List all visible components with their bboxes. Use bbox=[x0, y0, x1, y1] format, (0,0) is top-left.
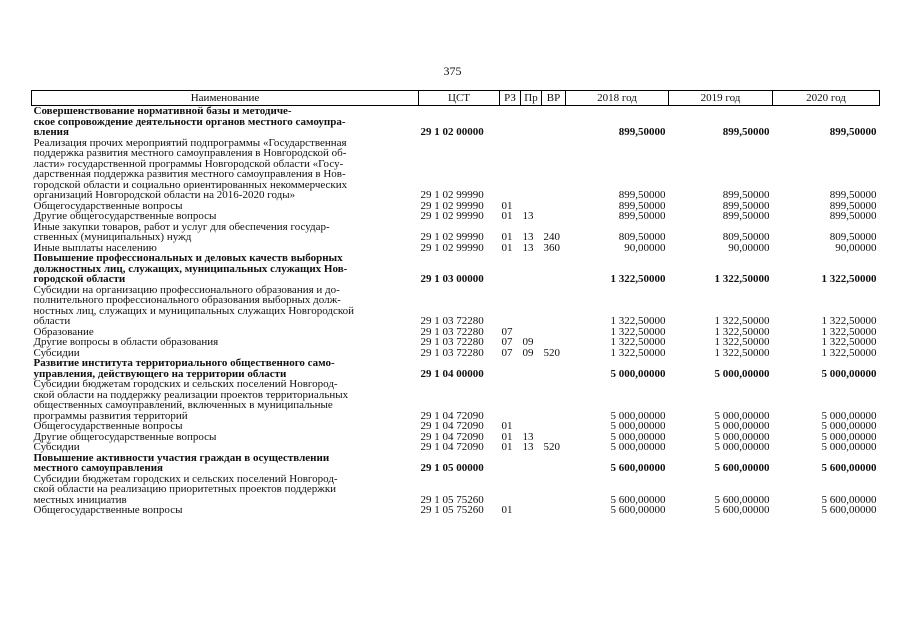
cell-2019: 5 000,00000 bbox=[714, 430, 770, 443]
cell-name-line: Иные выплаты населению bbox=[33, 241, 157, 254]
cell-cst: 29 1 03 72280 bbox=[420, 325, 484, 338]
cell-name-line: поддержка развития местного самоуправления в Новгородской об- bbox=[33, 147, 347, 159]
cell-2018: 5 600,00000 bbox=[610, 462, 666, 474]
cell-rz bbox=[500, 106, 521, 138]
cell-cst: 29 1 03 72280 bbox=[420, 315, 484, 327]
cell-2020: 809,50000 bbox=[829, 231, 877, 243]
table-row bbox=[32, 285, 880, 327]
cell-2020: 1 322,50000 bbox=[821, 336, 877, 348]
cell-rz: 01 bbox=[501, 231, 513, 243]
cell-name bbox=[32, 211, 419, 222]
cell-rz: 01 bbox=[501, 210, 513, 222]
cell-pr: 09 bbox=[522, 346, 534, 359]
cell-name bbox=[32, 379, 419, 421]
cell-rz: 01 bbox=[501, 441, 513, 453]
cell-name-line: Субсидии bbox=[33, 441, 80, 453]
header-cst: ЦСТ bbox=[419, 91, 500, 106]
cell-pr bbox=[521, 358, 542, 379]
cell-2019: 899,50000 bbox=[722, 199, 770, 212]
cell-vr: 520 bbox=[543, 441, 560, 453]
cell-name-line: Субсидии на организацию профессионального образования и до- bbox=[33, 283, 340, 296]
cell-vr: 360 bbox=[543, 241, 560, 254]
cell-2018: 5 000,00000 bbox=[610, 430, 666, 443]
cell-pr: 13 bbox=[522, 430, 534, 443]
table-row bbox=[32, 358, 880, 379]
cell-cst: 29 1 03 00000 bbox=[420, 273, 484, 285]
cell-name bbox=[32, 106, 419, 138]
cell-name-line: дарственная поддержка развития местного самоуправления в Нов- bbox=[33, 168, 346, 180]
cell-name-line: Общегосударственные вопросы bbox=[33, 420, 183, 432]
cell-name-line: Другие общегосударственные вопросы bbox=[33, 430, 217, 443]
cell-vr bbox=[542, 474, 566, 506]
cell-2020: 5 600,00000 bbox=[821, 462, 877, 474]
cell-rz bbox=[500, 253, 521, 285]
cell-pr bbox=[521, 138, 542, 201]
cell-cst: 29 1 03 72280 bbox=[420, 336, 484, 348]
cell-2019: 5 000,00000 bbox=[714, 420, 770, 432]
cell-2020: 1 322,50000 bbox=[821, 325, 877, 338]
cell-2019: 1 322,50000 bbox=[714, 325, 770, 338]
cell-pr bbox=[521, 453, 542, 474]
cell-vr bbox=[542, 201, 566, 212]
cell-rz: 07 bbox=[501, 346, 513, 359]
cell-2018: 5 600,00000 bbox=[610, 493, 666, 506]
cell-name bbox=[32, 337, 419, 348]
cell-2019: 5 000,00000 bbox=[714, 441, 770, 453]
cell-vr: 240 bbox=[543, 231, 560, 243]
table-row bbox=[32, 337, 880, 348]
cell-2019: 1 322,50000 bbox=[714, 273, 770, 285]
cell-vr bbox=[542, 358, 566, 379]
cell-cst: 29 1 03 72280 bbox=[420, 346, 484, 359]
cell-name-line: Субсидии бюджетам городских и сельских поселений Новгород- bbox=[33, 378, 338, 390]
cell-name-line: области bbox=[33, 315, 71, 327]
table-row bbox=[32, 474, 880, 506]
cell-2020: 5 600,00000 bbox=[821, 504, 877, 516]
cell-name bbox=[32, 222, 419, 243]
cell-name-line: Субсидии бюджетам городских и сельских поселений Новгород- bbox=[33, 472, 338, 485]
table-row bbox=[32, 222, 880, 243]
cell-2019: 5 600,00000 bbox=[714, 493, 770, 506]
cell-vr bbox=[542, 253, 566, 285]
cell-2018: 1 322,50000 bbox=[610, 273, 666, 285]
cell-2018: 90,00000 bbox=[624, 241, 666, 254]
cell-name-line: ской области на поддержку реализации проектов территориальных bbox=[33, 388, 349, 401]
cell-name-line: ностных лиц, служащих и муниципальных служащих Новгородской bbox=[33, 304, 355, 317]
cell-2020: 5 000,00000 bbox=[821, 420, 877, 432]
header-vr: ВР bbox=[542, 91, 566, 106]
cell-rz bbox=[500, 285, 521, 327]
cell-name-line: Другие вопросы в области образования bbox=[33, 336, 219, 348]
table-row bbox=[32, 106, 880, 138]
cell-2019: 90,00000 bbox=[728, 241, 770, 254]
cell-2018: 899,50000 bbox=[618, 126, 666, 138]
cell-name bbox=[32, 442, 419, 453]
cell-vr bbox=[542, 379, 566, 421]
cell-vr bbox=[542, 337, 566, 348]
cell-name-line: организаций Новгородской области на 2016-2020 годы» bbox=[33, 189, 296, 201]
cell-name-line: местных инициатив bbox=[33, 493, 127, 506]
cell-vr: 520 bbox=[543, 346, 560, 359]
cell-cst: 29 1 02 99990 bbox=[420, 199, 484, 212]
cell-name-line: ласти» государственной программы Новгородской области «Госу- bbox=[33, 157, 344, 170]
cell-name-line: городской области и социально ориентированных некоммерческих bbox=[33, 178, 348, 191]
cell-cst: 29 1 04 72090 bbox=[420, 441, 484, 453]
cell-vr bbox=[542, 285, 566, 327]
cell-2019: 1 322,50000 bbox=[714, 336, 770, 348]
cell-2019: 5 600,00000 bbox=[714, 504, 770, 516]
cell-cst: 29 1 04 72090 bbox=[420, 420, 484, 432]
cell-name-line: общественных самоуправлений, включенных в муниципальные bbox=[33, 399, 333, 411]
table-row bbox=[32, 211, 880, 222]
cell-cst: 29 1 02 99990 bbox=[420, 189, 484, 201]
cell-cst: 29 1 04 72090 bbox=[420, 430, 484, 443]
table-row bbox=[32, 421, 880, 432]
cell-name-line: Развитие института территориального общественного само- bbox=[33, 357, 335, 369]
cell-rz: 01 bbox=[501, 241, 513, 254]
cell-2018: 5 000,00000 bbox=[610, 420, 666, 432]
cell-2018: 1 322,50000 bbox=[610, 315, 666, 327]
cell-2019: 1 322,50000 bbox=[714, 315, 770, 327]
cell-2019: 809,50000 bbox=[722, 231, 770, 243]
cell-2019: 5 000,00000 bbox=[714, 409, 770, 422]
cell-2018: 1 322,50000 bbox=[610, 346, 666, 359]
cell-vr bbox=[542, 505, 566, 516]
cell-name-line: полнительного профессионального образования выборных долж- bbox=[33, 294, 341, 306]
cell-name-line: Другие общегосударственные вопросы bbox=[33, 210, 217, 222]
cell-name-line: должностных лиц, служащих, муниципальных служащих Нов- bbox=[33, 262, 348, 275]
cell-2019: 5 000,00000 bbox=[714, 367, 770, 380]
cell-2018: 899,50000 bbox=[618, 189, 666, 201]
cell-2018: 5 000,00000 bbox=[610, 441, 666, 453]
header-pr: Пр bbox=[521, 91, 542, 106]
cell-vr bbox=[542, 106, 566, 138]
cell-cst: 29 1 02 99990 bbox=[420, 231, 484, 243]
cell-vr bbox=[542, 453, 566, 474]
cell-name bbox=[32, 432, 419, 443]
cell-vr bbox=[542, 211, 566, 222]
budget-table bbox=[31, 90, 880, 516]
cell-name-line: Повышение активности участия граждан в осуществлении bbox=[33, 451, 330, 464]
cell-2020: 5 000,00000 bbox=[821, 430, 877, 443]
cell-rz bbox=[500, 379, 521, 421]
cell-2020: 1 322,50000 bbox=[821, 315, 877, 327]
cell-2020: 899,50000 bbox=[829, 189, 877, 201]
table-row bbox=[32, 453, 880, 474]
cell-cst: 29 1 02 00000 bbox=[420, 126, 484, 138]
cell-rz: 07 bbox=[501, 336, 513, 348]
cell-name bbox=[32, 474, 419, 506]
cell-2019: 899,50000 bbox=[722, 126, 770, 138]
cell-name bbox=[32, 285, 419, 327]
cell-cst: 29 1 05 75260 bbox=[420, 504, 484, 516]
header-2019: 2019 год bbox=[669, 91, 773, 106]
cell-pr bbox=[521, 505, 542, 516]
cell-vr bbox=[542, 421, 566, 432]
cell-cst: 29 1 02 99990 bbox=[420, 241, 484, 254]
cell-rz: 01 bbox=[501, 430, 513, 443]
cell-2019: 899,50000 bbox=[722, 210, 770, 222]
cell-pr bbox=[521, 421, 542, 432]
cell-name-line: Иные закупки товаров, работ и услуг для обеспечения государ- bbox=[33, 220, 330, 233]
cell-2018: 899,50000 bbox=[618, 210, 666, 222]
table-row bbox=[32, 253, 880, 285]
cell-pr: 13 bbox=[522, 210, 534, 222]
cell-name bbox=[32, 138, 419, 201]
cell-2018: 809,50000 bbox=[618, 231, 666, 243]
header-2020: 2020 год bbox=[773, 91, 880, 106]
cell-pr: 13 bbox=[522, 241, 534, 254]
cell-cst: 29 1 05 75260 bbox=[420, 493, 484, 506]
page-number: 375 bbox=[443, 64, 462, 78]
cell-pr: 09 bbox=[522, 336, 534, 348]
cell-pr bbox=[521, 474, 542, 506]
cell-rz bbox=[500, 474, 521, 506]
cell-2018: 5 000,00000 bbox=[610, 409, 666, 422]
cell-rz bbox=[500, 453, 521, 474]
cell-name-line: местного самоуправления bbox=[33, 462, 163, 474]
cell-name-line: управления, действующего на территории области bbox=[33, 367, 287, 380]
cell-rz: 01 bbox=[501, 504, 513, 516]
cell-name-line: Общегосударственные вопросы bbox=[33, 199, 183, 212]
cell-2020: 899,50000 bbox=[829, 199, 877, 212]
cell-name-line: программы развития территорий bbox=[33, 409, 188, 422]
cell-2020: 5 000,00000 bbox=[821, 367, 877, 380]
table-header-row bbox=[32, 91, 880, 106]
cell-vr bbox=[542, 327, 566, 338]
cell-name-line: ской области на реализацию приоритетных проектов поддержки bbox=[33, 483, 337, 495]
table-row bbox=[32, 505, 880, 516]
cell-name-line: городской области bbox=[33, 273, 126, 285]
cell-pr: 13 bbox=[522, 231, 534, 243]
cell-name-line: Повышение профессиональных и деловых качеств выборных bbox=[33, 252, 343, 264]
cell-2020: 90,00000 bbox=[835, 241, 877, 254]
cell-2020: 5 600,00000 bbox=[821, 493, 877, 506]
cell-pr: 13 bbox=[522, 441, 534, 453]
cell-2020: 899,50000 bbox=[829, 210, 877, 222]
table-body bbox=[32, 106, 880, 516]
cell-2019: 1 322,50000 bbox=[714, 346, 770, 359]
cell-cst: 29 1 04 00000 bbox=[420, 367, 484, 380]
table-row bbox=[32, 379, 880, 421]
cell-cst: 29 1 04 72090 bbox=[420, 409, 484, 422]
cell-2018: 5 000,00000 bbox=[610, 367, 666, 380]
cell-name bbox=[32, 421, 419, 432]
cell-name-line: ское сопровождение деятельности органов местного самоупра- bbox=[33, 115, 346, 128]
cell-rz: 01 bbox=[501, 199, 513, 212]
cell-2018: 899,50000 bbox=[618, 199, 666, 212]
cell-pr bbox=[521, 379, 542, 421]
cell-pr bbox=[521, 285, 542, 327]
cell-name-line: вления bbox=[33, 126, 69, 138]
cell-name bbox=[32, 358, 419, 379]
cell-2020: 5 000,00000 bbox=[821, 409, 877, 422]
cell-2019: 899,50000 bbox=[722, 189, 770, 201]
cell-rz bbox=[500, 358, 521, 379]
cell-cst: 29 1 05 00000 bbox=[420, 462, 484, 474]
header-2018: 2018 год bbox=[566, 91, 669, 106]
cell-2020: 5 000,00000 bbox=[821, 441, 877, 453]
cell-2019: 5 600,00000 bbox=[714, 462, 770, 474]
cell-rz: 01 bbox=[501, 420, 513, 432]
cell-name bbox=[32, 453, 419, 474]
cell-2018: 1 322,50000 bbox=[610, 336, 666, 348]
header-rz: РЗ bbox=[500, 91, 521, 106]
cell-2018: 1 322,50000 bbox=[610, 325, 666, 338]
cell-name bbox=[32, 505, 419, 516]
cell-name bbox=[32, 253, 419, 285]
cell-cst: 29 1 02 99990 bbox=[420, 210, 484, 222]
table-row bbox=[32, 138, 880, 201]
cell-2020: 1 322,50000 bbox=[821, 346, 877, 359]
cell-rz: 07 bbox=[501, 325, 513, 338]
cell-pr bbox=[521, 106, 542, 138]
cell-2018: 5 600,00000 bbox=[610, 504, 666, 516]
cell-2020: 1 322,50000 bbox=[821, 273, 877, 285]
header-name: Наименование bbox=[32, 91, 419, 106]
table-row bbox=[32, 442, 880, 453]
cell-name-line: Субсидии bbox=[33, 346, 80, 359]
cell-name-line: ственных (муниципальных) нужд bbox=[33, 231, 192, 243]
cell-name-line: Реализация прочих мероприятий подпрограммы «Государственная bbox=[33, 136, 347, 149]
cell-pr bbox=[521, 253, 542, 285]
cell-name-line: Совершенствование нормативной базы и методиче- bbox=[33, 105, 292, 117]
cell-vr bbox=[542, 138, 566, 201]
cell-name-line: Образование bbox=[33, 325, 94, 338]
cell-rz bbox=[500, 138, 521, 201]
cell-2020: 899,50000 bbox=[829, 126, 877, 138]
cell-name-line: Общегосударственные вопросы bbox=[33, 504, 183, 516]
